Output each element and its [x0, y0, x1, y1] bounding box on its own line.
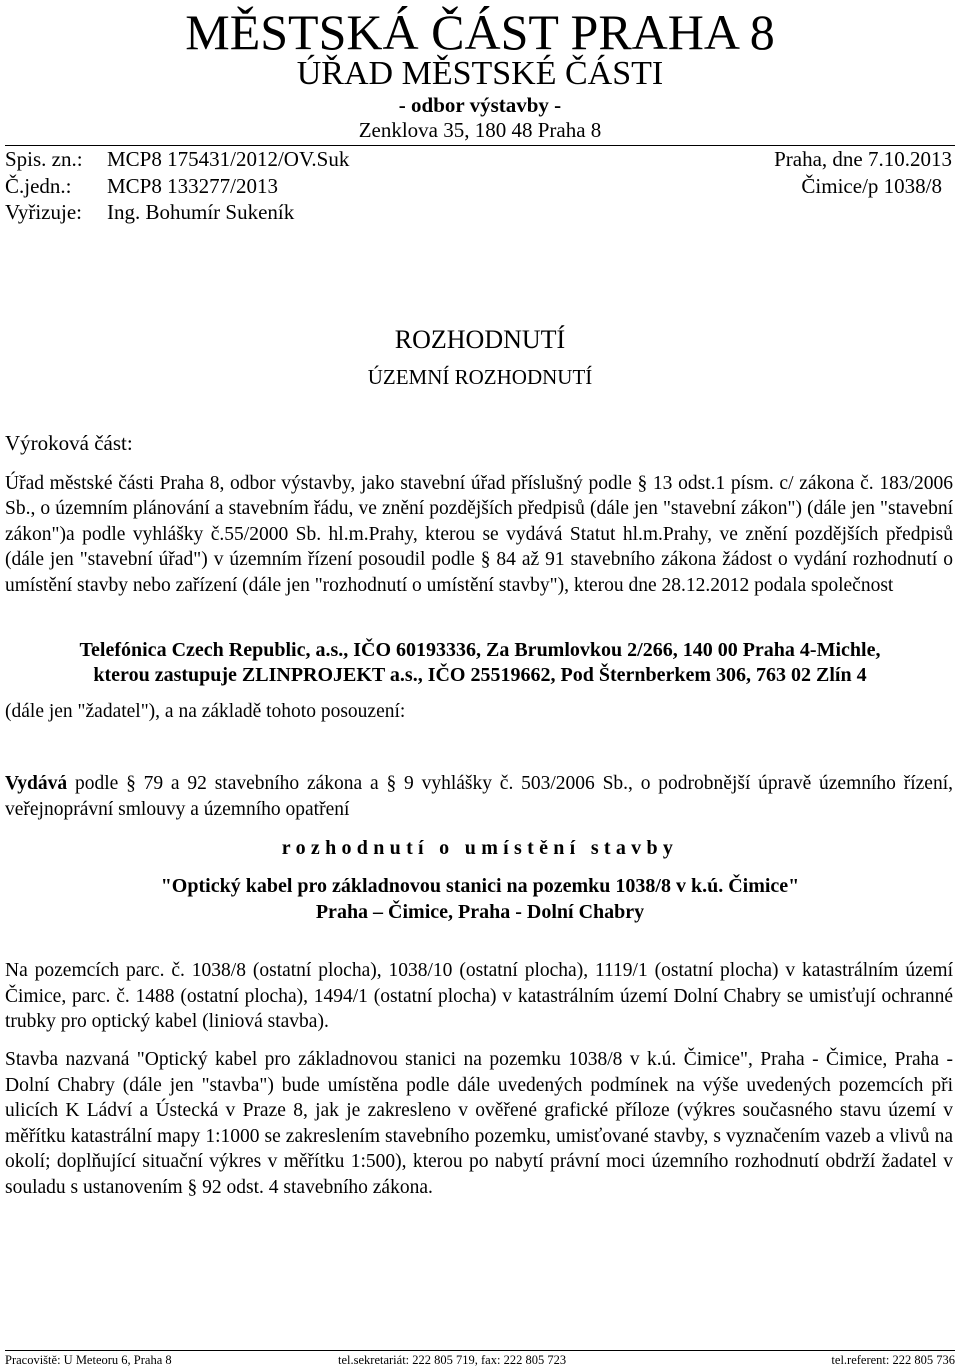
project-location: Praha – Čimice, Praha - Dolní Chabry: [315, 901, 645, 923]
paragraph-issues: [5, 771, 953, 822]
handled-by-label: Vyřizuje:: [5, 200, 82, 224]
decision-subheading: ÚZEMNÍ ROZHODNUTÍ: [367, 365, 593, 389]
file-reference-label: Spis. zn.:: [5, 147, 83, 171]
paragraph-authority: Úřad městské části Praha 8, odbor výstavby, jako stavební úřad příslušný podle § 13 odst.1 písm. c/ zákona č. 183/2006 Sb., o územním plánování a stavebním řádu, ve znění pozdějších předpisů (dále jen "stavební zákon") (dále jen "stavební zákon")a podle vyhlášky č.55/2000 Sb. hl.m.Prahy, kterou se vydává Statut hl.m.Prahy, ve znění pozdějších předpisů (dále jen "stavební úřad") v územním řízení posoudil podle § 84 až 91 stavebního zákona žádost o vydání rozhodnutí o umístění stavby nebo zařízení (dále jen "rozhodnutí o umístění stavby"), kterou dne 28.12.2012 podala společnost: [5, 473, 953, 596]
office-address: Zenklova 35, 180 48 Praha 8: [358, 118, 602, 142]
project-name: "Optický kabel pro základnovou stanici na pozemku 1038/8 v k.ú. Čimice": [160, 875, 800, 897]
reference-number: [5, 173, 278, 199]
applicant-line-2: kterou zastupuje ZLINPROJEKT a.s., IČO 25519662, Pod Šternberkem 306, 763 02 Zlín 4: [93, 664, 867, 686]
file-reference: [5, 146, 349, 172]
paragraph-applicant-note: (dále jen "žadatel"), a na základě tohoto posouzení:: [5, 701, 406, 722]
document-date: Praha, dne 7.10.2013: [774, 147, 952, 171]
handled-by: [5, 199, 294, 225]
file-reference-value: MCP8 175431/2012/OV.Suk: [107, 147, 350, 171]
office-title: MĚSTSKÁ ČÁST PRAHA 8: [185, 4, 775, 60]
parcel-reference: Čimice/p 1038/8: [801, 174, 942, 198]
reference-number-label: Č.jedn.:: [5, 174, 72, 198]
paragraph-placement: Stavba nazvaná "Optický kabel pro základnovou stanici na pozemku 1038/8 v k.ú. Čimice", Praha - Čimice, Praha - Dolní Chabry (dále jen "stavba") bude umístěna podle dále uvedených podmínek na výše uvedených pozemcích při ulicích K Ládví a Ústecká v Praze 8, jak je zakresleno v ověřené grafické příloze (výkres současného stavu území v měřítku katastrální mapy 1:1000 se zakreslením stavebního pozemku, umisťované stavby, s vyznačením vazeb a vlivů na okolí; doplňující situační výkres v měřítku 1:500), kterou po nabytí právní moci územního rozhodnutí obdrží žadatel v souladu s ustanovením § 92 odst. 4 stavebního zákona.: [5, 1049, 953, 1198]
applicant-line-1: Telefónica Czech Republic, a.s., IČO 60193336, Za Brumlovkou 2/266, 140 00 Praha 4-Michle,: [79, 639, 881, 661]
decision-heading: ROZHODNUTÍ: [394, 325, 566, 354]
section-label: Výroková část:: [5, 431, 133, 455]
reference-number-value: MCP8 133277/2013: [107, 174, 278, 198]
paragraph-parcels: Na pozemcích parc. č. 1038/8 (ostatní plocha), 1038/10 (ostatní plocha), 1119/1 (ostatní plocha) v katastrálním území Čimice, parc. č. 1488 (ostatní plocha), 1494/1 (ostatní plocha) v katastrálním území Dolní Chabry se umisťují ochranné trubky pro optický kabel (liniová stavba).: [5, 960, 953, 1032]
ruling-title: rozhodnutí o umístění stavby: [281, 837, 679, 859]
department-name: - odbor výstavby -: [398, 93, 562, 117]
issues-text: podle § 79 a 92 stavebního zákona a § 9 vyhlášky č. 503/2006 Sb., o podrobnější úpravě územního řízení, veřejnoprávní smlouvy a územního opatření: [5, 773, 953, 820]
footer-divider: [5, 1350, 955, 1351]
footer-workplace: Pracoviště: U Meteoru 6, Praha 8: [5, 1353, 172, 1367]
office-subtitle: ÚŘAD MĚSTSKÉ ČÁSTI: [296, 55, 664, 92]
issues-verb: Vydává: [5, 773, 68, 794]
handled-by-value: Ing. Bohumír Sukeník: [107, 200, 295, 224]
footer-secretariat: tel.sekretariát: 222 805 719, fax: 222 805 723: [338, 1353, 567, 1367]
footer-referent: tel.referent: 222 805 736: [831, 1353, 955, 1367]
